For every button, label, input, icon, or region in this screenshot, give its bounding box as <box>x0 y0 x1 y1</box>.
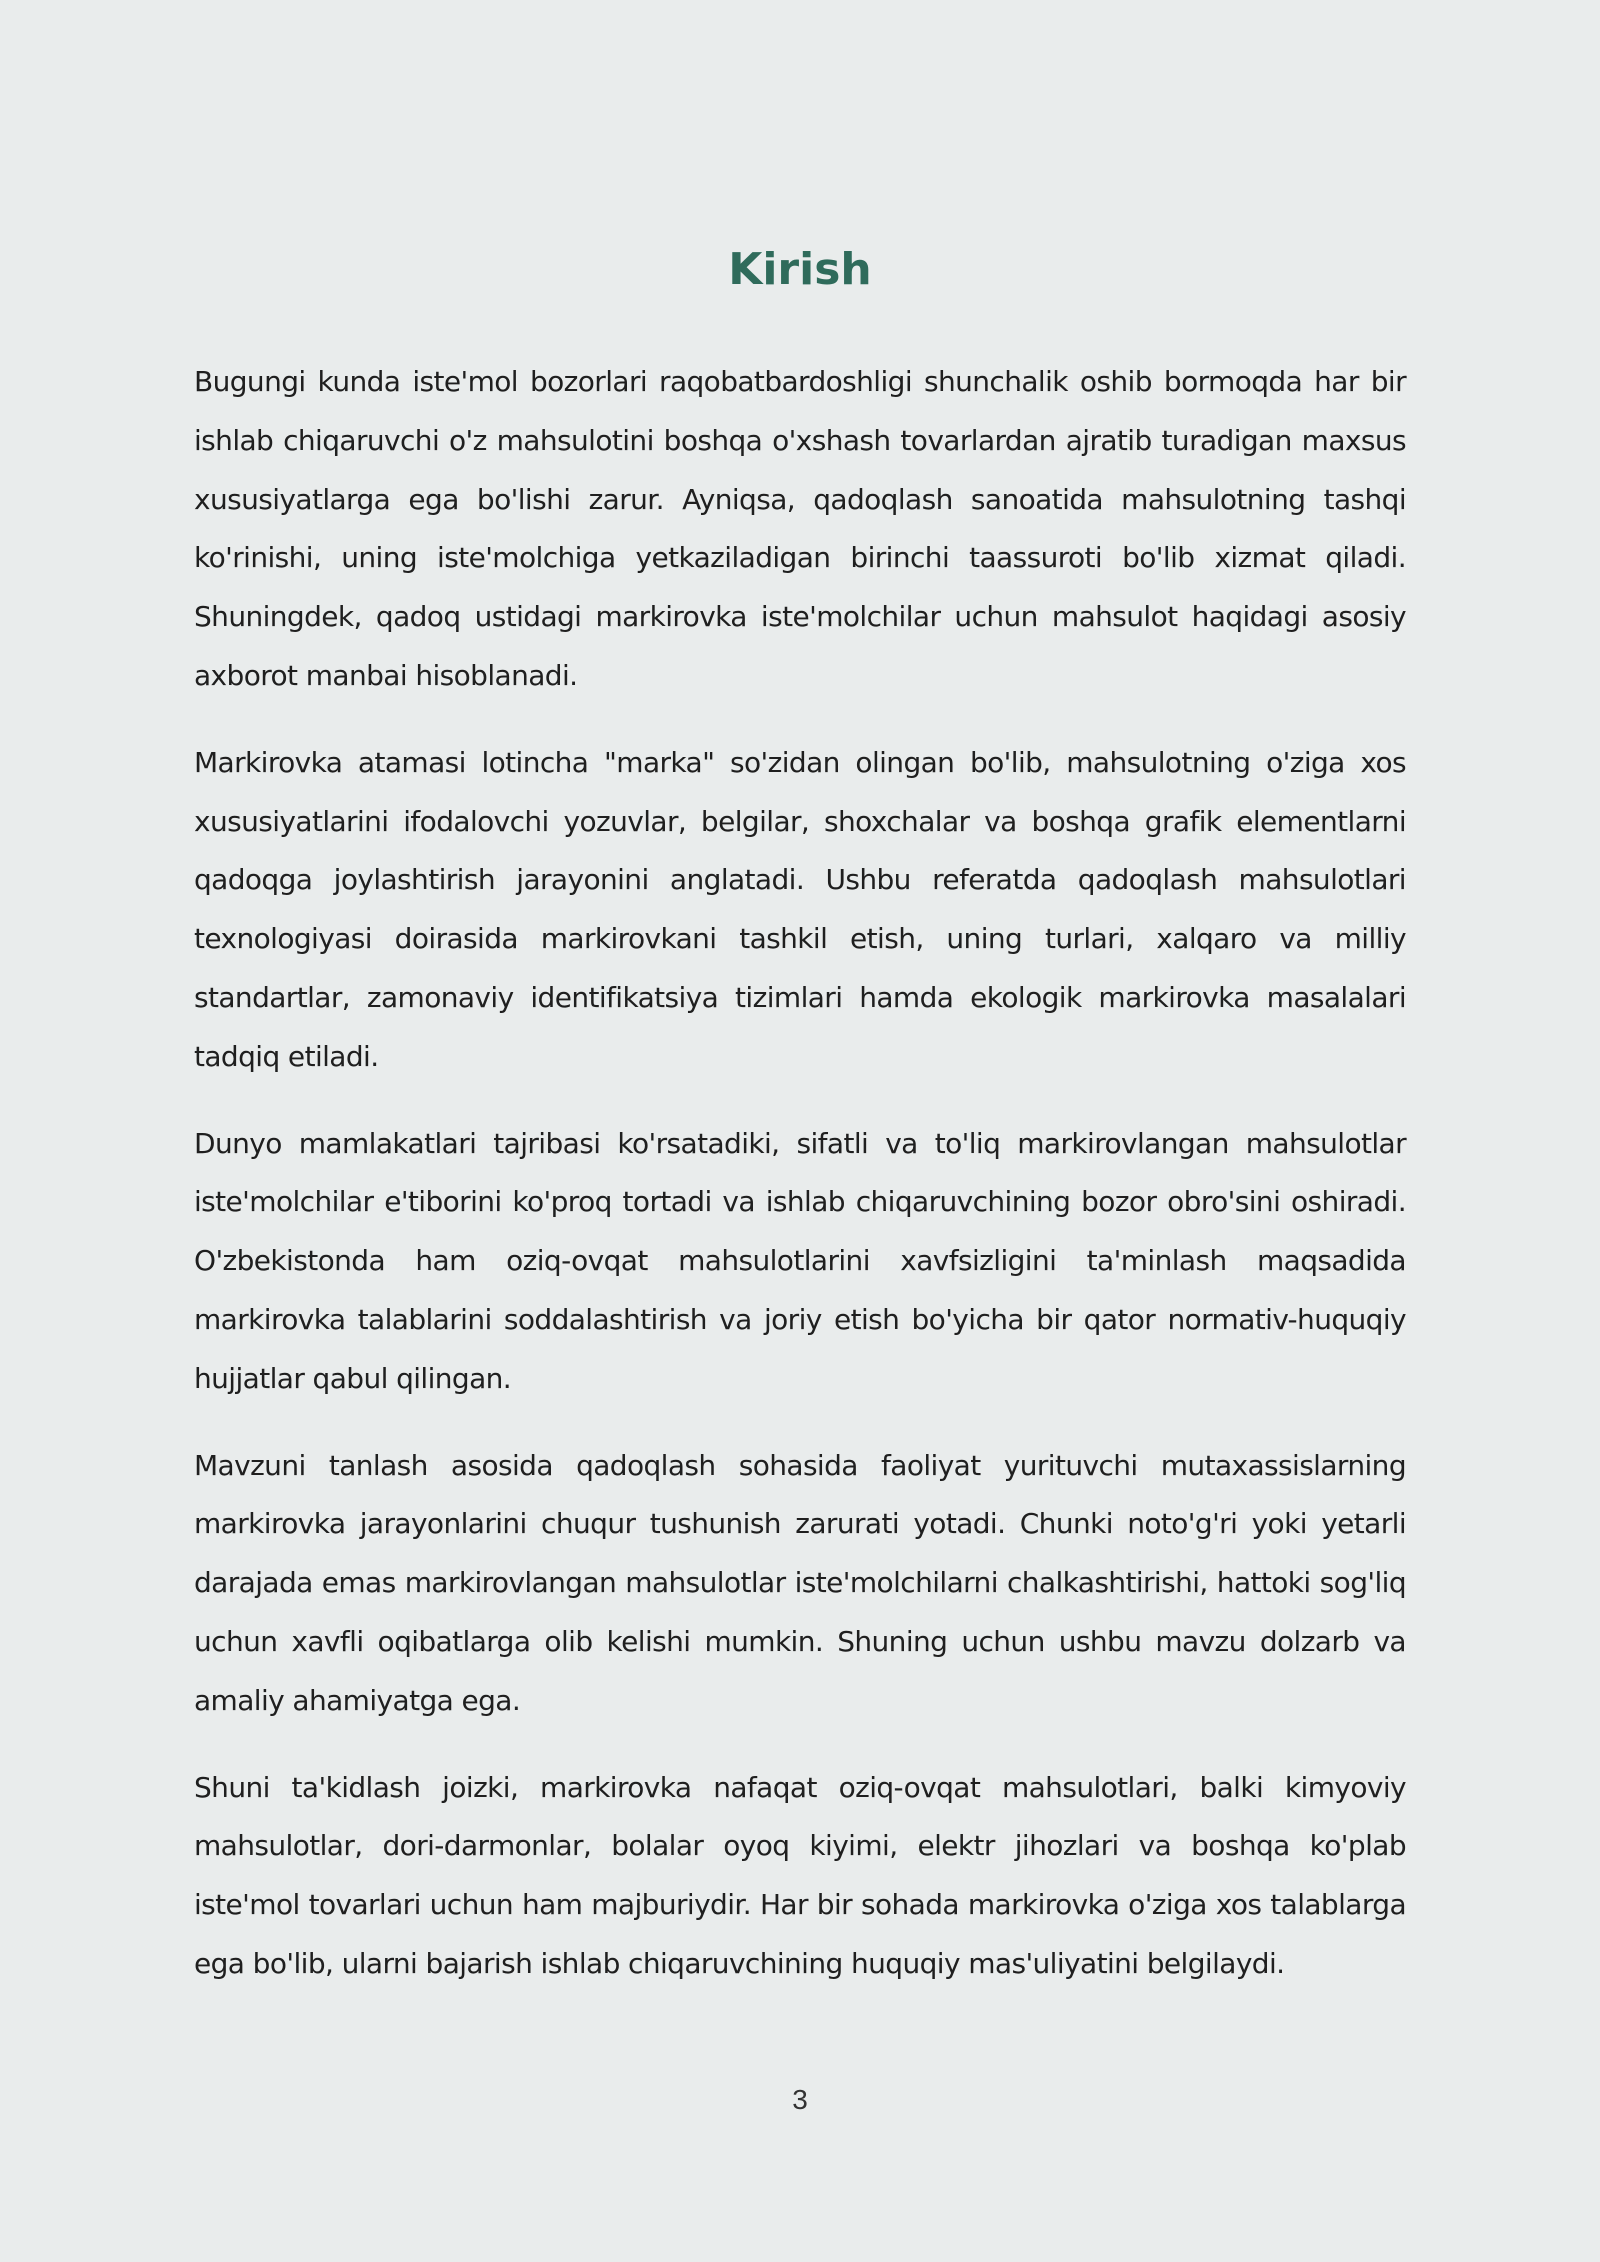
section-title: Kirish <box>728 244 872 295</box>
page-number: 3 <box>792 2084 808 2115</box>
paragraph-1: Bugungi kunda iste'mol bozorlari raqobatbardoshligi shunchalik oshib bormoqda har bir ishlab chiqaruvchi o'z mahsulotini boshqa o'xshash tovarlardan ajratib turadigan maxsus xususiyatlarga ega bo'lishi zarur. Ayniqsa, qadoqlash sanoatida mahsulotning tashqi ko'rinishi, uning iste'molchiga yetkaziladigan birinchi taassuroti bo'lib xizmat qiladi. Shuningdek, qadoq ustidagi markirovka iste'molchilar uchun mahsulot haqidagi asosiy axborot manbai hisoblanadi. <box>194 365 1406 692</box>
document-body <box>194 353 1406 2022</box>
paragraph-5: Shuni ta'kidlash joizki, markirovka nafaqat oziq-ovqat mahsulotlari, balki kimyoviy mahsulotlar, dori-darmonlar, bolalar oyoq kiyimi, elektr jihozlari va boshqa ko'plab iste'mol tovarlari uchun ham majburiydir. Har bir sohada markirovka o'ziga xos talablarga ega bo'lib, ularni bajarish ishlab chiqaruvchining huquqiy mas'uliyatini belgilaydi. <box>194 1770 1406 1980</box>
paragraph-4: Mavzuni tanlash asosida qadoqlash sohasida faoliyat yurituvchi mutaxassislarning markirovka jarayonlarini chuqur tushunish zarurati yotadi. Chunki noto'g'ri yoki yetarli darajada emas markirovlangan mahsulotlar iste'molchilarni chalkashtirishi, hattoki sog'liq uchun xavfli oqibatlarga olib kelishi mumkin. Shuning uchun ushbu mavzu dolzarb va amaliy ahamiyatga ega. <box>194 1448 1406 1717</box>
paragraph-3: Dunyo mamlakatlari tajribasi ko'rsatadiki, sifatli va to'liq markirovlangan mahsulotlar iste'molchilar e'tiborini ko'proq tortadi va ishlab chiqaruvchining bozor obro'sini oshiradi. O'zbekistonda ham oziq-ovqat mahsulotlarini xavfsizligini ta'minlash maqsadida markirovka talablarini soddalashtirish va joriy etish bo'yicha bir qator normativ-huquqiy hujjatlar qabul qilingan. <box>194 1126 1406 1395</box>
paragraph-2: Markirovka atamasi lotincha "marka" so'zidan olingan bo'lib, mahsulotning o'ziga xos xususiyatlarini ifodalovchi yozuvlar, belgilar, shoxchalar va boshqa grafik elementlarni qadoqga joylashtirish jarayonini anglatadi. Ushbu referatda qadoqlash mahsulotlari texnologiyasi doirasida markirovkani tashkil etish, uning turlari, xalqaro va milliy standartlar, zamonaviy identifikatsiya tizimlari hamda ekologik markirovka masalalari tadqiq etiladi. <box>194 745 1406 1073</box>
